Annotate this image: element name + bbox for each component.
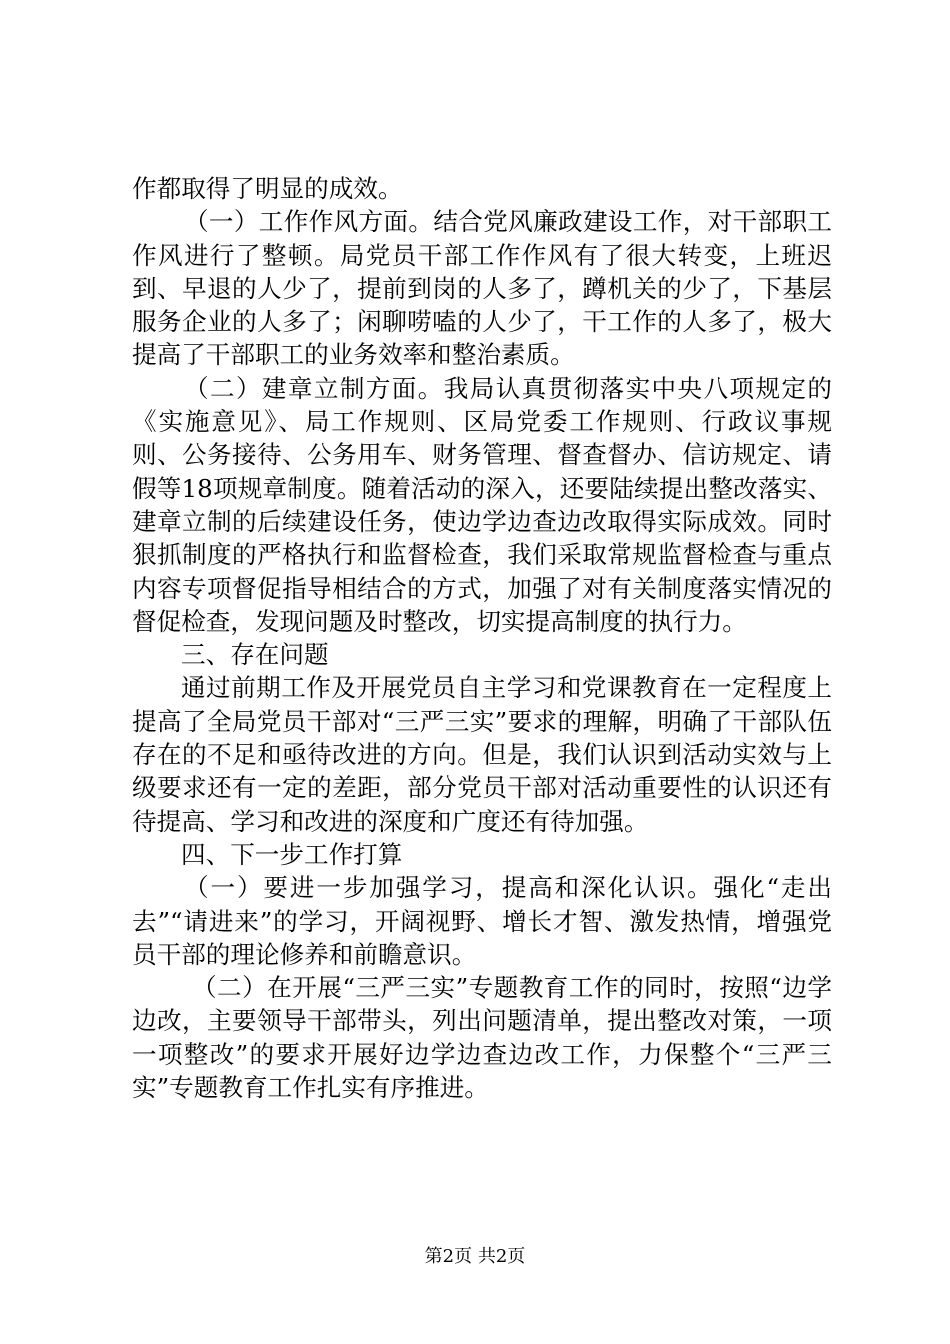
paragraph-work-style: （一）工作作风方面。结合党风廉政建设工作，对干部职工作风进行了整顿。局党员干部工作作风有了很大转变，上班迟到、早退的人少了，提前到岗的人多了，蹲机关的少了，下基层服务企业的人多了；闲聊唠嗑的人少了，干工作的人多了，极大提高了干部职工的业务效率和整治素质。 [132,207,832,370]
section-heading-next-steps: 四、下一步工作打算 [181,839,403,869]
paragraph-next-step-one: （一）要进一步加强学习，提高和深化认识。强化“走出去”“请进来”的学习，开阔视野、增长才智、激发热情，增强党员干部的理论修养和前瞻意识。 [132,873,832,969]
page-number-footer: 第2页 共2页 [424,1246,526,1267]
paragraph-continuation: 作都取得了明显的成效。 [132,174,403,203]
document-body [132,172,832,1104]
section-heading-problems: 三、存在问题 [181,640,329,670]
paragraph-problems: 通过前期工作及开展党员自主学习和党课教育在一定程度上提高了全局党员干部对“三严三实”要求的理解，明确了干部队伍存在的不足和亟待改进的方向。但是，我们认识到活动实效与上级要求还有一定的差距，部分党员干部对活动重要性的认识还有待提高、学习和改进的深度和广度还有待加强。 [132,673,832,836]
paragraph-rules-system: （二）建章立制方面。我局认真贯彻落实中央八项规定的《实施意见》、局工作规则、区局党委工作规则、行政议事规则、公务接待、公务用车、财务管理、督查督办、信访规定、请假等18项规章制度。随着活动的深入，还要陆续提出整改落实、建章立制的后续建设任务，使边学边查边改取得实际成效。同时狠抓制度的严格执行和监督检查，我们采取常规监督检查与重点内容专项督促指导相结合的方式，加强了对有关制度落实情况的督促检查，发现问题及时整改，切实提高制度的执行力。 [132,373,832,636]
paragraph-next-step-two: （二）在开展“三严三实”专题教育工作的同时，按照“边学边改，主要领导干部带头，列出问题清单，提出整改对策，一项一项整改”的要求开展好边学边查边改工作，力保整个“三严三实”专题教育工作扎实有序推进。 [132,973,832,1103]
